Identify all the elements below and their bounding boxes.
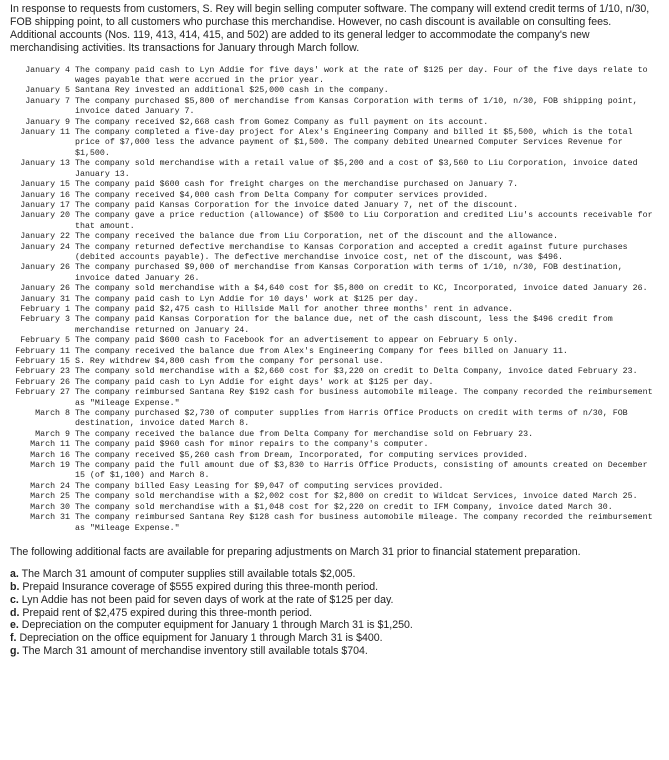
transaction-date: February 26	[15, 377, 70, 387]
transaction-entry	[10, 232, 659, 242]
transaction-text: The company paid Kansas Corporation for the invoice dated January 7, net of the discount.	[75, 200, 519, 210]
transaction-entry	[10, 295, 659, 305]
transaction-text: The company received the balance due from Delta Company for merchandise sold on February 23.	[75, 429, 534, 439]
transaction-entry	[10, 378, 659, 388]
transaction-text: The company received $5,260 cash from Dream, Incorporated, for computing services provided.	[75, 450, 529, 460]
fact-item	[10, 645, 659, 658]
fact-item	[10, 619, 659, 632]
transaction-text: The company purchased $9,000 of merchandise from Kansas Corporation with terms of 1/10, n/30, FOB destination, invoice dated January 26.	[75, 263, 623, 283]
transaction-text: The company paid Kansas Corporation for the balance due, net of the cash discount, less the $496 credit from merchandise returned on January 24.	[75, 315, 613, 335]
transaction-date: February 23	[15, 367, 70, 377]
transaction-entry	[10, 191, 659, 201]
transaction-date: January 26	[20, 284, 70, 294]
transaction-entry	[10, 451, 659, 461]
transaction-date: February 3	[20, 315, 70, 325]
transaction-entry	[10, 201, 659, 211]
transaction-list	[10, 66, 659, 534]
transaction-text: The company purchased $2,730 of computer supplies from Harris Office Products on credit with terms of n/30, FOB destination, invoice dated March 8.	[75, 409, 628, 429]
transaction-text: The company paid the full amount due of $3,830 to Harris Office Products, consisting of amounts created on December 15 (of $1,100) and March 8.	[75, 461, 648, 481]
fact-letter: g.	[10, 645, 20, 658]
transaction-text: The company billed Easy Leasing for $9,047 of computing services provided.	[75, 481, 444, 491]
transaction-date: March 11	[30, 440, 70, 450]
transaction-date: March 9	[35, 429, 70, 439]
transaction-text: The company sold merchandise with a $1,048 cost for $2,220 on credit to IFM Company, invoice dated March 30.	[75, 502, 613, 512]
transaction-text: The company sold merchandise with a retail value of $5,200 and a cost of $3,560 to Liu Corporation, invoice dated January 13.	[75, 159, 638, 179]
transaction-text: The company sold merchandise with a $2,002 cost for $2,800 on credit to Wildcat Services, invoice dated March 25.	[75, 492, 638, 502]
fact-item	[10, 594, 659, 607]
transaction-date: January 24	[20, 242, 70, 252]
transaction-entry	[10, 118, 659, 128]
transaction-text: The company reimbursed Santana Rey $192 cash for business automobile mileage. The company recorded the reimbursement as "Mileage Expense."	[75, 388, 653, 408]
fact-item	[10, 607, 659, 620]
transaction-date: March 30	[30, 502, 70, 512]
transaction-entry	[10, 347, 659, 357]
transaction-date: March 19	[30, 461, 70, 471]
transaction-text: The company received the balance due from Alex's Engineering Company for fees billed on January 11.	[75, 346, 568, 356]
transaction-entry	[10, 461, 659, 482]
fact-text: Depreciation on the computer equipment for January 1 through March 31 is $1,250.	[21, 619, 413, 632]
transaction-date: January 31	[20, 294, 70, 304]
fact-letter: e.	[10, 619, 19, 632]
transaction-date: March 31	[30, 513, 70, 523]
transaction-date: January 17	[20, 200, 70, 210]
transaction-text: The company paid $600 cash for freight charges on the merchandise purchased on January 7.	[75, 180, 519, 190]
transaction-entry	[10, 66, 659, 87]
transaction-text: S. Rey withdrew $4,800 cash from the company for personal use.	[75, 357, 384, 366]
transaction-date: January 9	[25, 117, 70, 127]
transaction-text: The company purchased $5,800 of merchandise from Kansas Corporation with terms of 1/10, n/30, FOB shipping point, invoice dated January 7.	[75, 96, 638, 117]
transaction-entry	[10, 482, 659, 492]
transaction-date: February 11	[15, 346, 70, 356]
fact-text: Lyn Addie has not been paid for seven days of work at the rate of $125 per day.	[21, 593, 394, 606]
transaction-date: January 26	[20, 263, 70, 273]
fact-text: Prepaid Insurance coverage of $555 expired during this three-month period.	[22, 580, 379, 593]
transaction-text: The company received $4,000 cash from Delta Company for computer services provided.	[75, 190, 489, 200]
fact-text: The March 31 amount of merchandise inventory still available totals $704.	[22, 645, 368, 658]
transaction-text: The company received $2,668 cash from Gomez Company as full payment on its account.	[75, 117, 489, 127]
transaction-text: The company paid $960 cash for minor repairs to the company's computer.	[75, 440, 429, 450]
transaction-date: February 15	[15, 357, 70, 366]
transaction-date: January 13	[20, 159, 70, 169]
fact-text: The March 31 amount of computer supplies still available totals $2,005.	[21, 567, 356, 580]
fact-letter: f.	[10, 632, 17, 645]
fact-item	[10, 632, 659, 645]
transaction-text: The company completed a five-day project for Alex's Engineering Company and billed it $5,500, which is the total price of $7,000 less the advance payment of $1,500. The company debited Unearned Computer Services Revenue for $1,500.	[75, 128, 633, 158]
transaction-text: The company sold merchandise with a $4,640 cost for $5,800 on credit to KC, Incorporated, invoice dated January 26.	[75, 284, 648, 294]
transaction-entry	[10, 503, 659, 513]
transaction-text: Santana Rey invested an additional $25,000 cash in the company.	[75, 86, 389, 96]
transaction-date: February 1	[20, 304, 70, 314]
fact-item	[10, 568, 659, 581]
transaction-entry	[10, 440, 659, 450]
transaction-entry	[10, 409, 659, 430]
fact-letter: d.	[10, 606, 20, 619]
transaction-entry	[10, 492, 659, 502]
transaction-entry	[10, 159, 659, 180]
transaction-text: The company paid cash to Lyn Addie for eight days' work at $125 per day.	[75, 377, 434, 387]
adjustment-facts-list	[10, 568, 659, 658]
transaction-text: The company gave a price reduction (allowance) of $500 to Liu Corporation and credited Liu's accounts receivable for that amount.	[75, 211, 653, 231]
transaction-entry	[10, 388, 659, 409]
transaction-entry	[10, 315, 659, 336]
transaction-entry	[10, 128, 659, 159]
transaction-entry	[10, 357, 659, 367]
transaction-date: January 4	[25, 65, 70, 75]
transaction-date: March 25	[30, 492, 70, 502]
transaction-date: January 16	[20, 190, 70, 200]
transaction-text: The company paid $600 cash to Facebook for an advertisement to appear on February 5 only.	[75, 336, 519, 346]
transaction-text: The company paid cash to Lyn Addie for 10 days' work at $125 per day.	[75, 294, 419, 304]
transaction-text: The company received the balance due from Liu Corporation, net of the discount and the allowance.	[75, 232, 558, 242]
fact-text: Depreciation on the office equipment for January 1 through March 31 is $400.	[19, 632, 383, 645]
transaction-date: January 15	[20, 180, 70, 190]
facts-intro: The following additional facts are available for preparing adjustments on March 31 prior to financial statement preparation.	[10, 545, 581, 558]
transaction-text: The company sold merchandise with a $2,660 cost for $3,220 on credit to Delta Company, invoice dated February 23.	[75, 367, 638, 377]
transaction-entry	[10, 86, 659, 96]
transaction-date: March 8	[35, 409, 70, 419]
fact-letter: a.	[10, 567, 19, 580]
fact-item	[10, 581, 659, 594]
transaction-entry	[10, 211, 659, 232]
transaction-date: January 22	[20, 232, 70, 242]
transaction-entry	[10, 97, 659, 118]
transaction-text: The company paid cash to Lyn Addie for five days' work at the rate of $125 per day. Four of the five days relate to wages payable that were accrued in the prior year.	[75, 65, 648, 86]
intro-paragraph: In response to requests from customers, S. Rey will begin selling computer software. The company will extend credit terms of 1/10, n/30, FOB shipping point, to all customers who purchase this merchandise. However, no cash discount is available on consulting fees. Additional accounts (Nos. 119, 413, 414, 415, and 502) are added to its general ledger to accommodate the company's new merchandising activities. Its transactions for January through March follow.	[10, 3, 650, 54]
transaction-entry	[10, 263, 659, 284]
transaction-date: March 24	[30, 481, 70, 491]
transaction-entry	[10, 367, 659, 377]
transaction-entry	[10, 284, 659, 294]
transaction-date: February 27	[15, 388, 70, 398]
transaction-entry	[10, 180, 659, 190]
transaction-entry	[10, 305, 659, 315]
transaction-entry	[10, 336, 659, 346]
transaction-date: March 16	[30, 450, 70, 460]
transaction-entry	[10, 243, 659, 264]
transaction-entry	[10, 430, 659, 440]
fact-letter: c.	[10, 593, 19, 606]
transaction-entry	[10, 513, 659, 534]
transaction-date: January 7	[25, 96, 70, 106]
transaction-date: January 5	[25, 86, 70, 96]
transaction-text: The company paid $2,475 cash to Hillside Mall for another three months' rent in advance.	[75, 304, 514, 314]
transaction-date: February 5	[20, 336, 70, 346]
transaction-date: January 11	[20, 128, 70, 138]
transaction-text: The company reimbursed Santana Rey $128 cash for business automobile mileage. The company recorded the reimbursement as "Mileage Expense."	[75, 513, 653, 533]
transaction-date: January 20	[20, 211, 70, 221]
fact-text: Prepaid rent of $2,475 expired during this three-month period.	[22, 606, 313, 619]
transaction-text: The company returned defective merchandise to Kansas Corporation and accepted a credit against future purchases (debited accounts payable). The defective merchandise invoice cost, net of the discount, was $496.	[75, 242, 628, 262]
fact-letter: b.	[10, 580, 20, 593]
